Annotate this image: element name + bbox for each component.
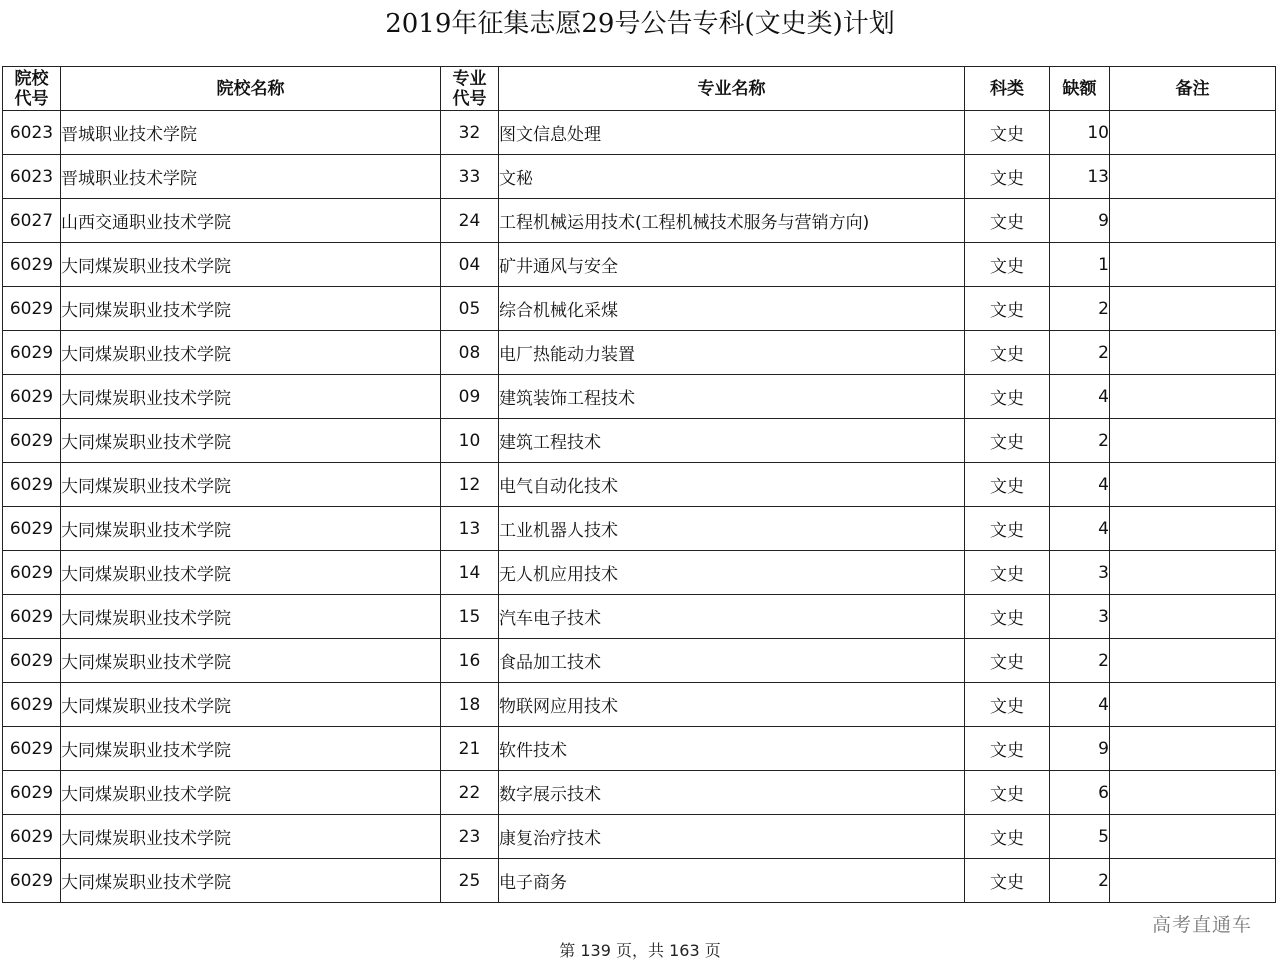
table-row (3, 419, 1276, 463)
table-row (3, 375, 1276, 419)
cell-school-name: 大同煤炭职业技术学院 (61, 595, 441, 639)
cell-school-code: 6029 (3, 815, 61, 859)
cell-major-code: 22 (441, 771, 499, 815)
table-row (3, 463, 1276, 507)
table-row (3, 331, 1276, 375)
cell-school-name: 晋城职业技术学院 (61, 111, 441, 155)
cell-category: 文史 (965, 243, 1050, 287)
cell-major-code: 33 (441, 155, 499, 199)
cell-category: 文史 (965, 551, 1050, 595)
header-school-code-line1: 院校 (14, 68, 49, 89)
cell-major-name: 物联网应用技术 (499, 683, 965, 727)
cell-vacancies: 10 (1050, 111, 1110, 155)
cell-remarks (1110, 199, 1276, 243)
cell-category: 文史 (965, 507, 1050, 551)
cell-major-name: 图文信息处理 (499, 111, 965, 155)
cell-major-name: 无人机应用技术 (499, 551, 965, 595)
cell-school-code: 6029 (3, 683, 61, 727)
cell-category: 文史 (965, 199, 1050, 243)
table-header-row (3, 67, 1276, 111)
cell-remarks (1110, 375, 1276, 419)
cell-remarks (1110, 155, 1276, 199)
cell-school-code: 6029 (3, 331, 61, 375)
header-vacancies: 缺额 (1050, 67, 1110, 111)
cell-category: 文史 (965, 595, 1050, 639)
cell-category: 文史 (965, 639, 1050, 683)
cell-vacancies: 2 (1050, 859, 1110, 903)
cell-school-name: 大同煤炭职业技术学院 (61, 683, 441, 727)
cell-remarks (1110, 507, 1276, 551)
cell-remarks (1110, 111, 1276, 155)
cell-vacancies: 13 (1050, 155, 1110, 199)
cell-school-name: 晋城职业技术学院 (61, 155, 441, 199)
table-row (3, 859, 1276, 903)
cell-major-code: 32 (441, 111, 499, 155)
header-school-code-line2: 代号 (14, 88, 49, 109)
cell-vacancies: 4 (1050, 375, 1110, 419)
cell-category: 文史 (965, 463, 1050, 507)
table-row (3, 507, 1276, 551)
header-remarks: 备注 (1110, 67, 1276, 111)
cell-school-name: 大同煤炭职业技术学院 (61, 815, 441, 859)
cell-school-name: 大同煤炭职业技术学院 (61, 859, 441, 903)
cell-school-code: 6029 (3, 595, 61, 639)
cell-school-code: 6023 (3, 111, 61, 155)
cell-vacancies: 3 (1050, 595, 1110, 639)
cell-major-name: 汽车电子技术 (499, 595, 965, 639)
cell-vacancies: 2 (1050, 331, 1110, 375)
cell-school-name: 大同煤炭职业技术学院 (61, 243, 441, 287)
header-major-code (441, 67, 499, 111)
cell-vacancies: 4 (1050, 683, 1110, 727)
admission-plan-table (2, 66, 1276, 903)
table-body (3, 111, 1276, 903)
cell-remarks (1110, 771, 1276, 815)
cell-category: 文史 (965, 683, 1050, 727)
cell-major-code: 08 (441, 331, 499, 375)
cell-major-code: 15 (441, 595, 499, 639)
cell-major-name: 电厂热能动力装置 (499, 331, 965, 375)
cell-category: 文史 (965, 287, 1050, 331)
cell-remarks (1110, 639, 1276, 683)
cell-school-name: 大同煤炭职业技术学院 (61, 639, 441, 683)
cell-vacancies: 3 (1050, 551, 1110, 595)
table-row (3, 595, 1276, 639)
cell-school-code: 6029 (3, 859, 61, 903)
cell-remarks (1110, 463, 1276, 507)
cell-vacancies: 4 (1050, 507, 1110, 551)
table-row (3, 111, 1276, 155)
header-major-code-line1: 专业 (452, 68, 487, 89)
cell-vacancies: 2 (1050, 639, 1110, 683)
cell-remarks (1110, 683, 1276, 727)
cell-major-code: 24 (441, 199, 499, 243)
cell-vacancies: 9 (1050, 199, 1110, 243)
cell-major-name: 数字展示技术 (499, 771, 965, 815)
cell-category: 文史 (965, 419, 1050, 463)
cell-category: 文史 (965, 155, 1050, 199)
cell-remarks (1110, 287, 1276, 331)
cell-school-name: 大同煤炭职业技术学院 (61, 507, 441, 551)
header-major-name: 专业名称 (499, 67, 965, 111)
cell-major-name: 工程机械运用技术(工程机械技术服务与营销方向) (499, 199, 965, 243)
cell-remarks (1110, 551, 1276, 595)
cell-vacancies: 1 (1050, 243, 1110, 287)
cell-major-code: 09 (441, 375, 499, 419)
cell-school-name: 大同煤炭职业技术学院 (61, 551, 441, 595)
table-row (3, 815, 1276, 859)
cell-school-code: 6029 (3, 727, 61, 771)
cell-school-name: 山西交通职业技术学院 (61, 199, 441, 243)
cell-remarks (1110, 243, 1276, 287)
cell-major-code: 14 (441, 551, 499, 595)
header-major-code-line2: 代号 (452, 88, 487, 109)
cell-school-name: 大同煤炭职业技术学院 (61, 419, 441, 463)
cell-major-code: 18 (441, 683, 499, 727)
table-row (3, 199, 1276, 243)
cell-school-name: 大同煤炭职业技术学院 (61, 331, 441, 375)
cell-category: 文史 (965, 727, 1050, 771)
cell-category: 文史 (965, 859, 1050, 903)
cell-major-code: 23 (441, 815, 499, 859)
cell-major-name: 电子商务 (499, 859, 965, 903)
cell-school-code: 6029 (3, 419, 61, 463)
cell-school-code: 6029 (3, 375, 61, 419)
cell-major-code: 16 (441, 639, 499, 683)
table-row (3, 243, 1276, 287)
cell-major-code: 25 (441, 859, 499, 903)
table-row (3, 727, 1276, 771)
header-school-code (3, 67, 61, 111)
cell-major-name: 矿井通风与安全 (499, 243, 965, 287)
table-row (3, 155, 1276, 199)
cell-school-code: 6023 (3, 155, 61, 199)
cell-school-code: 6029 (3, 463, 61, 507)
cell-major-name: 食品加工技术 (499, 639, 965, 683)
cell-remarks (1110, 419, 1276, 463)
cell-remarks (1110, 331, 1276, 375)
cell-vacancies: 2 (1050, 287, 1110, 331)
table-row (3, 639, 1276, 683)
cell-major-name: 文秘 (499, 155, 965, 199)
cell-major-name: 工业机器人技术 (499, 507, 965, 551)
page-title: 2019年征集志愿29号公告专科(文史类)计划 (385, 9, 895, 39)
cell-vacancies: 5 (1050, 815, 1110, 859)
cell-category: 文史 (965, 815, 1050, 859)
cell-school-code: 6029 (3, 287, 61, 331)
cell-remarks (1110, 595, 1276, 639)
cell-category: 文史 (965, 771, 1050, 815)
table-row (3, 771, 1276, 815)
cell-category: 文史 (965, 375, 1050, 419)
cell-vacancies: 6 (1050, 771, 1110, 815)
header-category: 科类 (965, 67, 1050, 111)
cell-remarks (1110, 727, 1276, 771)
cell-school-code: 6029 (3, 551, 61, 595)
cell-category: 文史 (965, 331, 1050, 375)
table-row (3, 287, 1276, 331)
cell-major-code: 21 (441, 727, 499, 771)
cell-major-code: 10 (441, 419, 499, 463)
cell-major-code: 05 (441, 287, 499, 331)
cell-remarks (1110, 815, 1276, 859)
watermark: 高考直通车 (1151, 914, 1252, 936)
table-row (3, 683, 1276, 727)
header-school-name: 院校名称 (61, 67, 441, 111)
cell-major-name: 电气自动化技术 (499, 463, 965, 507)
cell-school-name: 大同煤炭职业技术学院 (61, 375, 441, 419)
cell-school-code: 6029 (3, 771, 61, 815)
cell-major-code: 13 (441, 507, 499, 551)
cell-major-name: 软件技术 (499, 727, 965, 771)
cell-school-name: 大同煤炭职业技术学院 (61, 727, 441, 771)
cell-major-name: 康复治疗技术 (499, 815, 965, 859)
cell-major-code: 04 (441, 243, 499, 287)
cell-school-code: 6029 (3, 507, 61, 551)
cell-major-code: 12 (441, 463, 499, 507)
cell-school-name: 大同煤炭职业技术学院 (61, 771, 441, 815)
cell-major-name: 综合机械化采煤 (499, 287, 965, 331)
cell-vacancies: 4 (1050, 463, 1110, 507)
cell-school-code: 6027 (3, 199, 61, 243)
cell-school-name: 大同煤炭职业技术学院 (61, 463, 441, 507)
cell-category: 文史 (965, 111, 1050, 155)
cell-remarks (1110, 859, 1276, 903)
cell-school-code: 6029 (3, 639, 61, 683)
cell-major-name: 建筑装饰工程技术 (499, 375, 965, 419)
cell-vacancies: 2 (1050, 419, 1110, 463)
page-footer: 第 139 页，共 163 页 (559, 941, 721, 960)
cell-school-code: 6029 (3, 243, 61, 287)
cell-vacancies: 9 (1050, 727, 1110, 771)
cell-major-name: 建筑工程技术 (499, 419, 965, 463)
table-row (3, 551, 1276, 595)
cell-school-name: 大同煤炭职业技术学院 (61, 287, 441, 331)
